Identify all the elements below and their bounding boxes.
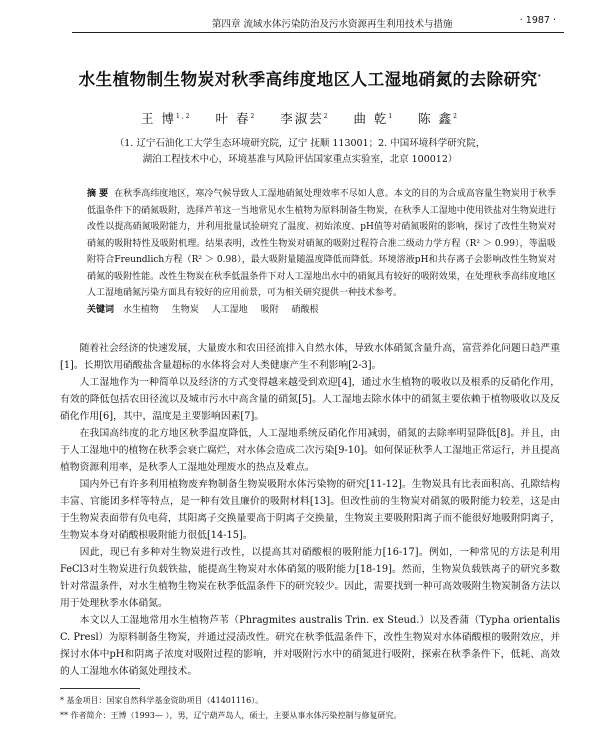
- keyword: 水生植物: [122, 305, 159, 315]
- running-header: [72, 14, 564, 33]
- paper-title: [60, 66, 560, 90]
- paragraph: 在我国高纬度的北方地区秋季温度降低，人工湿地系统反硝化作用减弱，硝氮的去除率明显降低[8]。并且，由于人工湿地中的植物在秋季会衰亡腐烂，对水体会造成二次污染[9-10]。如何保证秋季人工湿地正常运行，并且提高植物资源利用率，是秋季人工湿地处理废水的热点及难点。: [60, 428, 560, 473]
- keywords: [87, 302, 556, 315]
- footnotes: [60, 693, 560, 723]
- page-number: · 1987 ·: [519, 15, 556, 26]
- keyword: 吸附: [260, 305, 279, 315]
- author-2-affil: 2: [250, 112, 257, 120]
- title-footnote-mark: *: [537, 73, 542, 81]
- author-5-affil: 2: [453, 112, 459, 120]
- author-4-affil: 1: [388, 112, 395, 120]
- author-4: 曲 乾: [353, 111, 389, 126]
- author-1-affil: 1,2: [176, 112, 192, 120]
- author-3-affil: 2: [323, 112, 330, 120]
- author-3: 李淑芸: [280, 111, 324, 126]
- abstract: [87, 186, 556, 302]
- running-header-text: 第四章 流域水体污染防治及污水资源再生利用技术与措施: [212, 19, 453, 30]
- paragraph: 人工湿地作为一种简单以及经济的方式变得越来越受到欢迎[4]，通过水生植物的吸收以及根系的反硝化作用，有效的降低包括农田径流以及城市污水中高含量的硝氮[5]。人工湿地去除水体中的硝氮主要依赖于植物吸收以及反硝化作用[6]，其中，温度是主要影响因素[7]。: [60, 377, 560, 422]
- author-2: 叶 春: [215, 111, 251, 126]
- footnote-funding: * 基金项目：国家自然科学基金资助项目（41401116）。: [60, 696, 264, 705]
- keyword: 生物炭: [171, 305, 199, 315]
- paragraph: 随着社会经济的快速发展，大量废水和农田径流排入自然水体，导致水体硝氮含量升高，富营养化问题日趋严重[1]。长期饮用硝酸盐含量超标的水体将会对人类健康产生不利影响[2-3]。: [60, 343, 560, 371]
- footnote-author-bio: ** 作者简介：王博（1993— ），男，辽宁葫芦岛人，硕士，主要从事水体污染控制与修复研究。: [60, 711, 402, 720]
- paragraph: 本文以人工湿地常用水生植物芦苇（Phragmites australis Trin. ex Steud.）以及香蒲（Typha orientalis C. Presl）为原料制备生物炭，并通过浸渍改性。研究在秋季低温条件下，改性生物炭对水体硝酸根的吸附效应，并探讨水体中pH和阴离子浓度对吸附过程的影响，并对吸附污水中的硝氮进行吸附，探索在秋季条件下，低耗、高效的人工湿地水体硝氮处理技术。: [60, 615, 560, 677]
- paragraph: 国内外已有许多利用植物废弃物制备生物炭吸附水体污染物的研究[11-12]。生物炭具有比表面积高、孔隙结构丰富、官能团多样等特点，是一种有效且廉价的吸附材料[13]。但改性前的生物炭对硝氮的吸附能力较差，这是由于生物炭表面带有负电荷，其阳离子交换量要高于阴离子交换量，生物炭主要吸附阳离子而不能很好地吸附阴离子，生物炭本身对硝酸根吸附能力很低[14-15]。: [60, 479, 560, 541]
- abstract-label: 摘 要: [87, 189, 109, 199]
- abstract-text: 在秋季高纬度地区，寒冷气候导致人工湿地硝氮处理效率不尽如人意。本文的目的为合成高容量生物炭用于秋季低温条件下的硝氮吸附，选择芦苇这一当地常见水生植物为原料制备生物炭，在秋季人工湿地中使用铁盐对生物炭进行改性以提高硝氮吸附能力，并利用批量试验研究了温度、初始浓度、pH值等对硝氮吸附的影响，探讨了改性生物炭对硝氮的吸附特性及吸附机理。结果表明，改性生物炭对硝氮的吸附过程符合准二级动力学方程（R² ＞ 0.99），等温吸附符合Freundlich方程（R² ＞ 0.98），最大吸附量随温度降低而降低。环境溶液pH和共存离子会影响改性生物炭对硝氮的吸附性能。改性生物炭在秋季低温条件下对人工湿地出水中的硝氮具有较好的吸附效果，在处理秋季高纬度地区人工湿地硝氮污染方面具有较好的应用前景，可为相关研究提供一种技术参考。: [87, 189, 556, 298]
- paper-title-text: 水生植物制生物炭对秋季高纬度地区人工湿地硝氮的去除研究: [78, 70, 538, 89]
- body-text: [60, 340, 560, 680]
- keyword: 硝酸根: [291, 305, 319, 315]
- keywords-label: 关键词: [87, 305, 115, 315]
- author-1: 王 博: [141, 111, 177, 126]
- author-list: [0, 109, 600, 127]
- keyword: 人工湿地: [211, 305, 248, 315]
- affiliation-line-1: （1. 辽宁石油化工大学生态环境研究院，辽宁 抚顺 113001；2. 中国环境科学研究院，: [114, 138, 486, 149]
- affiliation-line-2: 湖泊工程技术中心，环境基准与风险评估国家重点实验室，北京 100012）: [142, 154, 458, 165]
- paragraph: 因此，现已有多种对生物炭进行改性，以提高其对硝酸根的吸附能力[16-17]。例如，一种常见的方法是利用FeCl3对生物炭进行负载铁盐，能提高生物炭对水体硝氮的吸附能力[18-19]。然而，生物炭负载铁离子的研究多数针对常温条件，对水生植物生物炭在秋季低温条件下的研究较少。因此，需要找到一种可高效吸附生物炭制备方法以用于处理秋季水体硝氮。: [60, 547, 560, 609]
- author-5: 陈 鑫: [418, 111, 454, 126]
- footnote-divider: [60, 688, 140, 689]
